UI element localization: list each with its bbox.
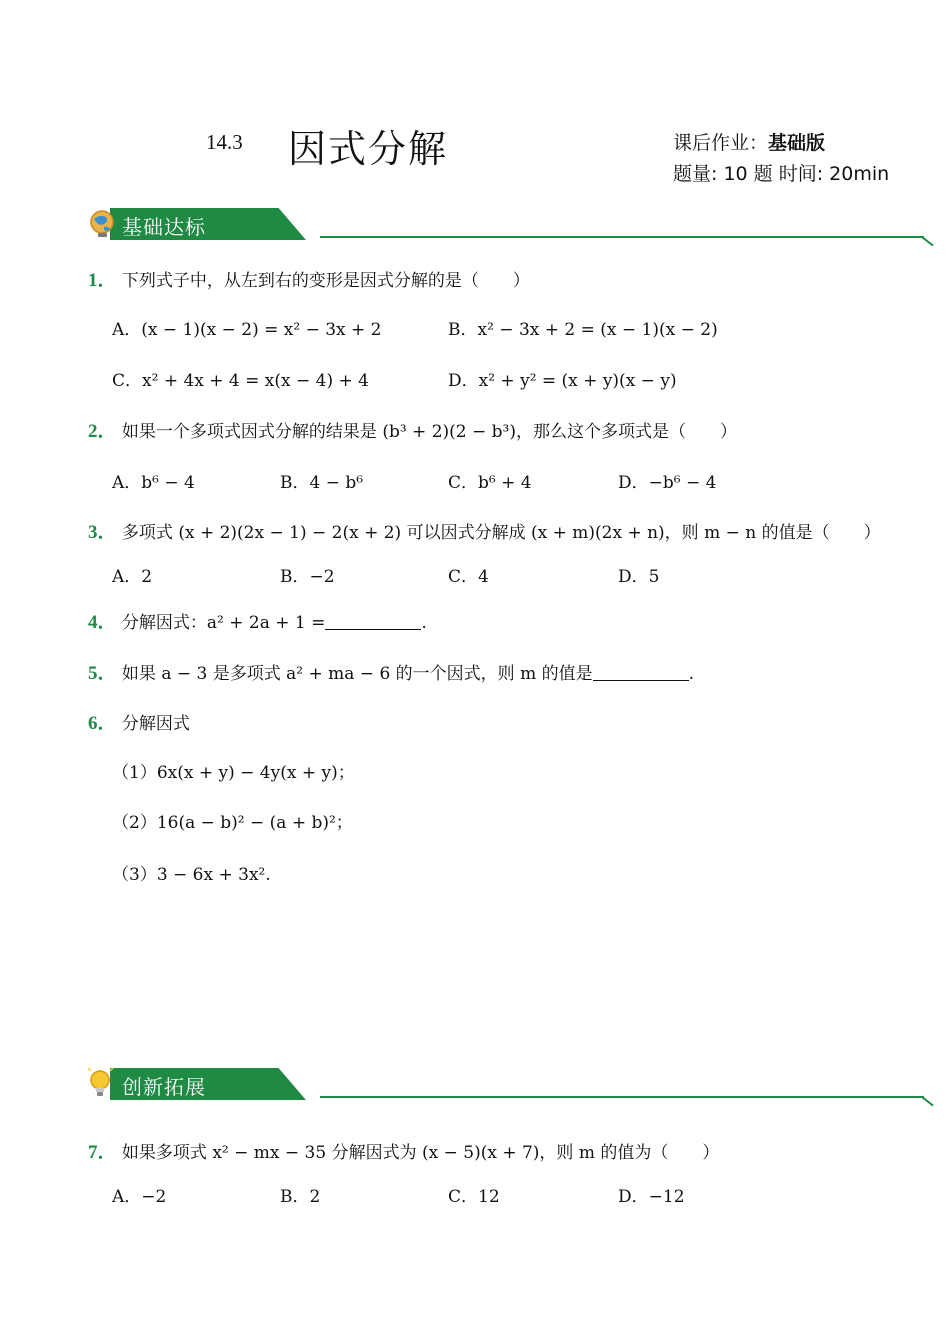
section-banner-advanced: [88, 1068, 868, 1100]
question-6: [88, 708, 190, 735]
question-number: 2．: [88, 421, 117, 442]
banner-rule-end: [921, 236, 933, 246]
option-c: C．4: [448, 567, 489, 587]
question-text: 多项式 (x + 2)(2x − 1) − 2(x + 2) 可以因式分解成 (x + m)(2x + n)，则 m − n 的值是（ ）: [121, 523, 881, 543]
answer-blank[interactable]: [325, 613, 421, 630]
option-b: B．x² − 3x + 2 = (x − 1)(x − 2): [448, 320, 718, 340]
option-a: A．−2: [112, 1187, 167, 1207]
banner-title: 创新拓展: [122, 1075, 206, 1099]
question-number: 6．: [88, 713, 117, 734]
banner-rule-end: [921, 1096, 933, 1106]
homework-version: 基础版: [768, 132, 826, 154]
option-a: A．b⁶ − 4: [112, 473, 195, 493]
section-banner-basic: [88, 208, 868, 240]
question-number: 1．: [88, 270, 117, 291]
question-number: 3．: [88, 522, 117, 543]
option-b: B．2: [280, 1187, 321, 1207]
option-d: D．−12: [618, 1187, 685, 1207]
question-text: 下列式子中，从左到右的变形是因式分解的是（ ）: [121, 271, 530, 291]
option-a: A．(x − 1)(x − 2) = x² − 3x + 2: [112, 320, 382, 340]
sub-question-1: （1）6x(x + y) − 4y(x + y)；: [112, 763, 355, 783]
question-7: [88, 1137, 719, 1164]
question-5: [88, 658, 694, 685]
question-tail: .: [688, 664, 694, 684]
question-text: 如果一个多项式因式分解的结果是 (b³ + 2)(2 − b³)，那么这个多项式是（ ）: [121, 422, 737, 442]
question-3: [88, 517, 881, 544]
page-title: 因式分解: [288, 127, 449, 171]
option-d: D．x² + y² = (x + y)(x − y): [448, 371, 677, 391]
option-d: D．−b⁶ − 4: [618, 473, 717, 493]
question-number: 5．: [88, 663, 117, 684]
answer-blank[interactable]: [593, 664, 689, 681]
option-c: C．12: [448, 1187, 500, 1207]
sub-question-3: （3）3 − 6x + 3x².: [112, 865, 271, 885]
question-text: 分解因式：a² + 2a + 1 =: [121, 613, 326, 633]
option-b: B．−2: [280, 567, 335, 587]
question-4: [88, 607, 427, 634]
option-d: D．5: [618, 567, 660, 587]
homework-label: [673, 128, 825, 155]
option-c: C．b⁶ + 4: [448, 473, 532, 493]
question-1: [88, 265, 530, 292]
question-2: [88, 416, 737, 443]
question-text: 如果 a − 3 是多项式 a² + ma − 6 的一个因式，则 m 的值是: [121, 664, 593, 684]
section-number: 14.3: [206, 130, 243, 154]
question-number: 4．: [88, 612, 117, 633]
sub-question-2: （2）16(a − b)² − (a + b)²；: [112, 813, 353, 833]
option-b: B．4 − b⁶: [280, 473, 364, 493]
question-tail: .: [421, 613, 427, 633]
homework-detail: 题量: 10 题 时间: 20min: [673, 163, 890, 185]
question-text: 如果多项式 x² − mx − 35 分解因式为 (x − 5)(x + 7)，则 m 的值为（ ）: [121, 1143, 720, 1163]
banner-rule: [320, 236, 924, 238]
lightbulb-icon: [88, 1068, 118, 1100]
option-c: C．x² + 4x + 4 = x(x − 4) + 4: [112, 371, 369, 391]
question-number: 7．: [88, 1142, 117, 1163]
homework-label-text: 课后作业：: [673, 132, 769, 154]
question-text: 分解因式: [121, 714, 190, 734]
option-a: A．2: [112, 567, 153, 587]
banner-rule: [320, 1096, 924, 1098]
globe-icon: [88, 208, 118, 240]
banner-title: 基础达标: [122, 215, 206, 239]
